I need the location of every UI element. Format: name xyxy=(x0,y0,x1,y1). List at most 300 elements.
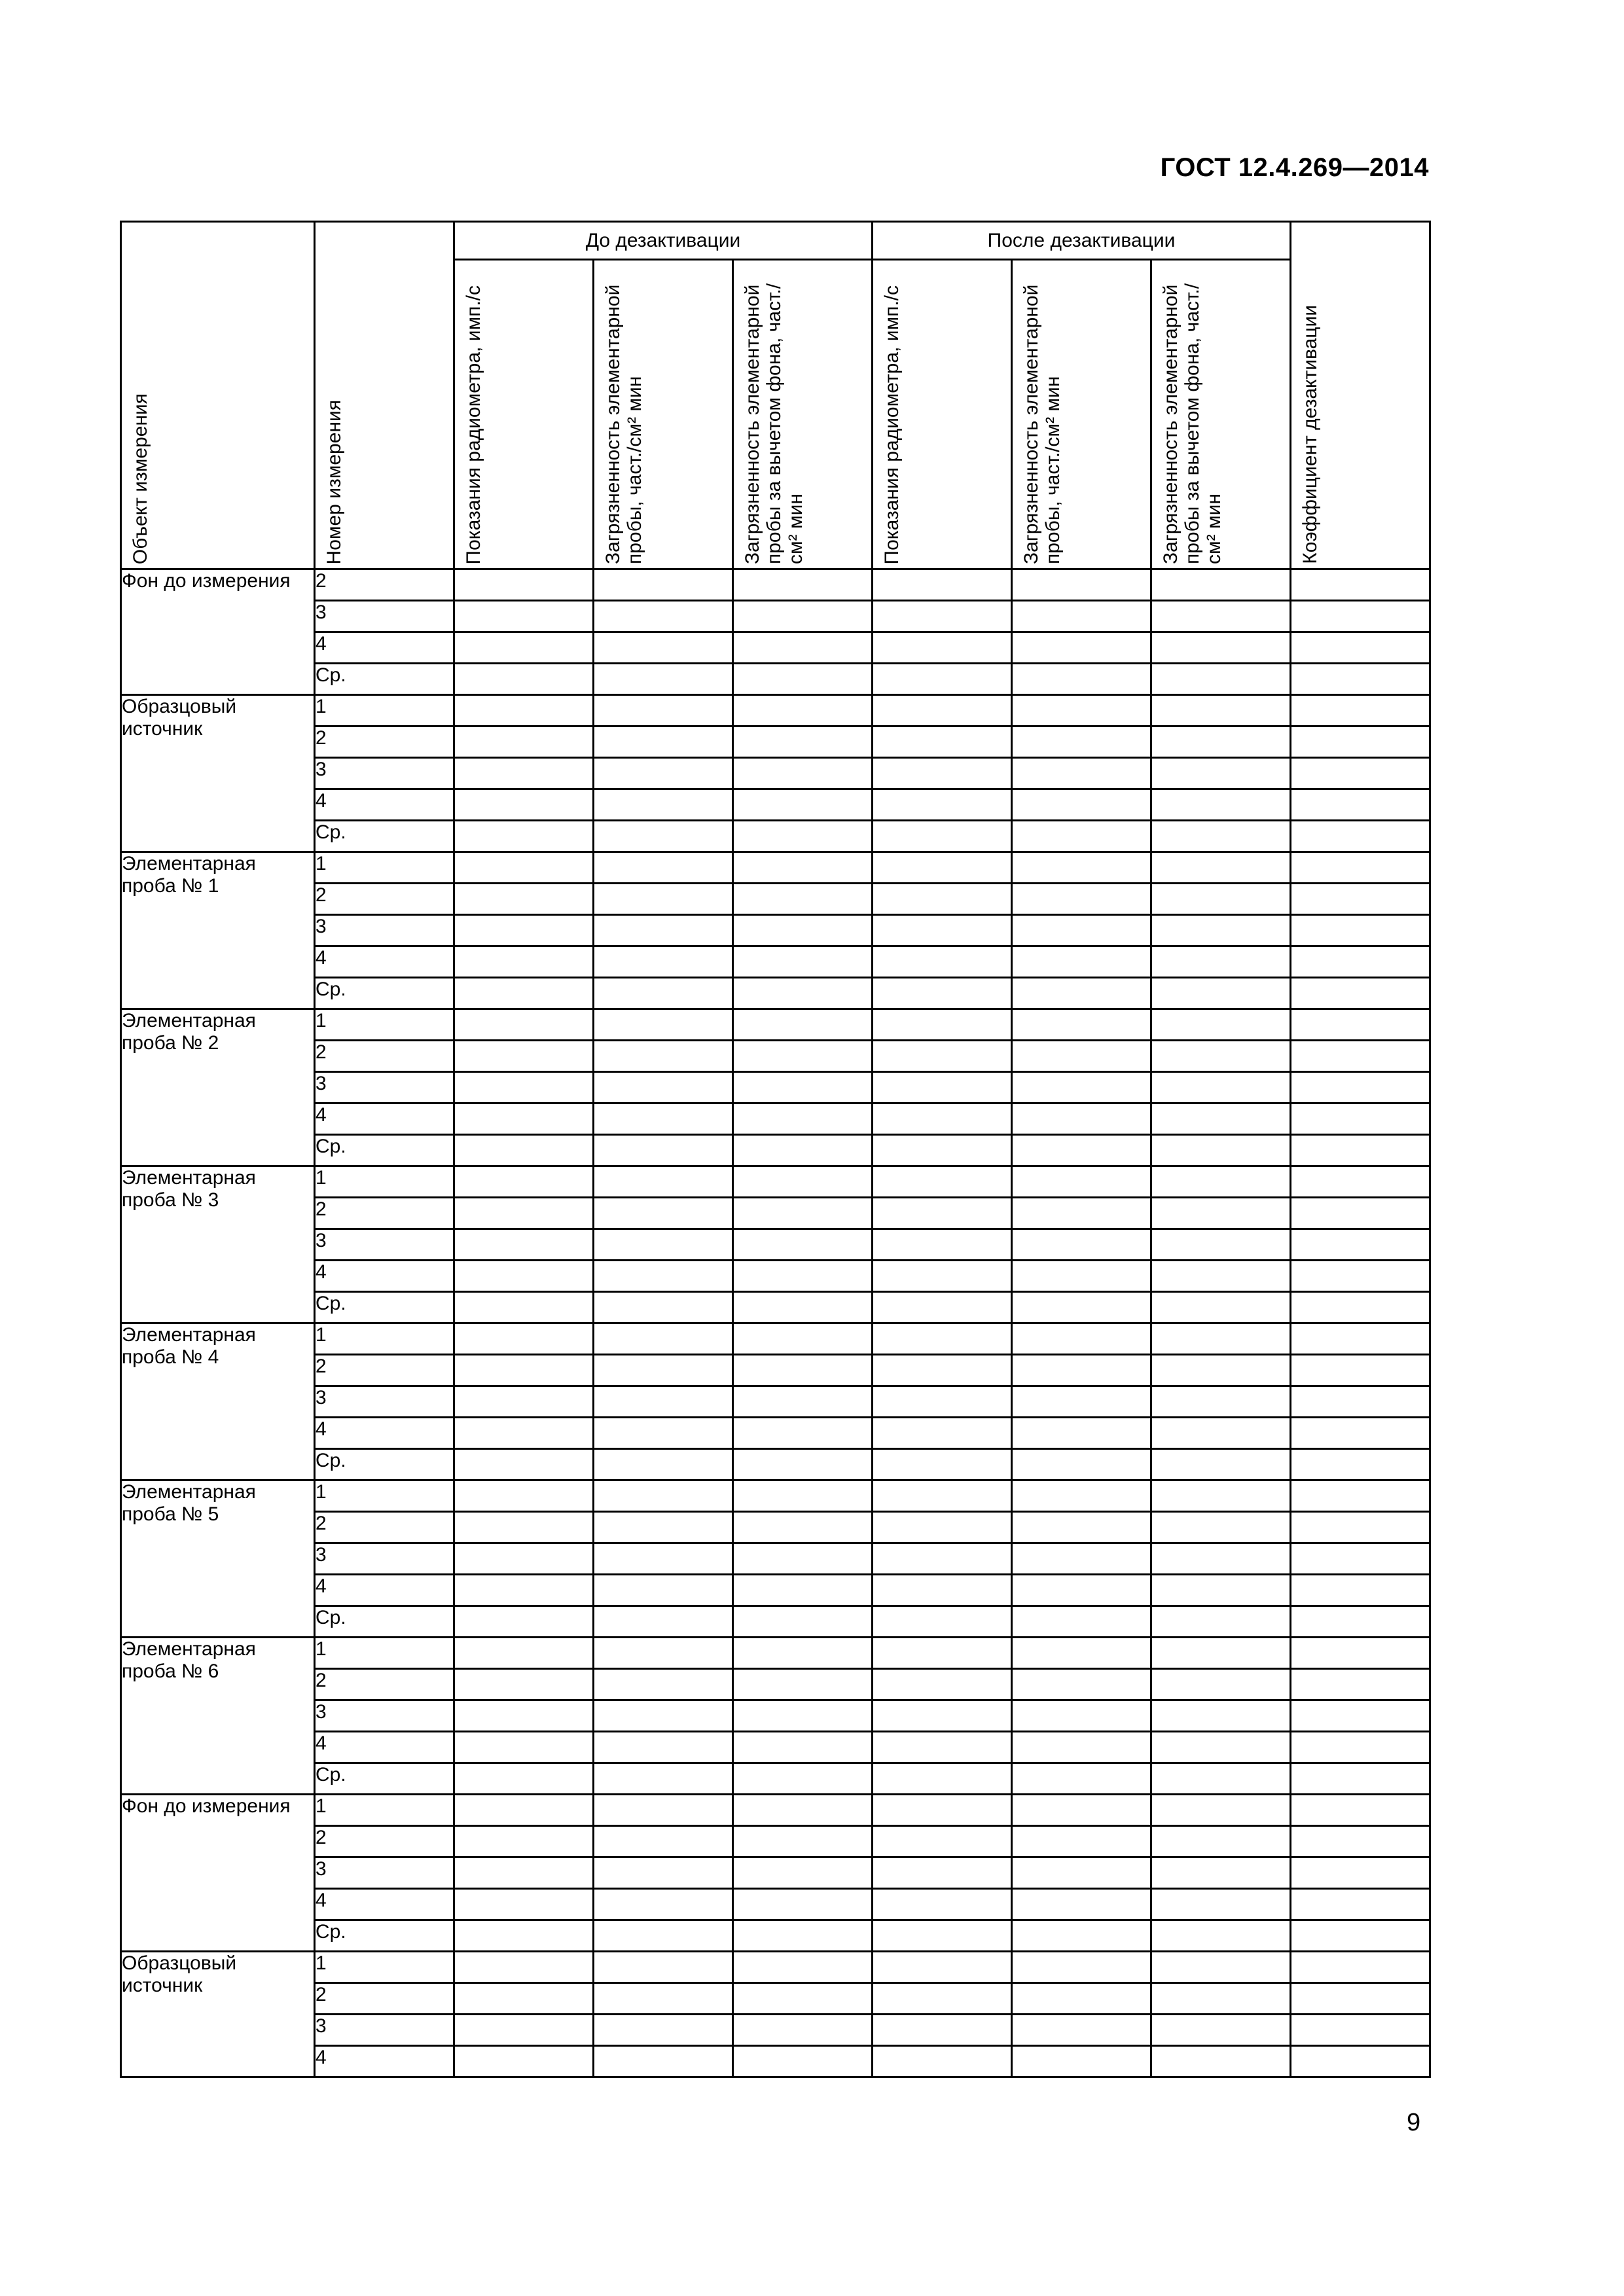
value-cell[interactable] xyxy=(1012,1543,1151,1575)
value-cell[interactable] xyxy=(733,1323,873,1355)
value-cell[interactable] xyxy=(1151,1386,1291,1418)
value-cell[interactable] xyxy=(454,726,594,758)
value-cell[interactable] xyxy=(733,1795,873,1826)
value-cell[interactable] xyxy=(454,1449,594,1480)
value-cell[interactable] xyxy=(454,1041,594,1072)
value-cell[interactable] xyxy=(1151,1198,1291,1229)
value-cell[interactable] xyxy=(1291,1323,1430,1355)
value-cell[interactable] xyxy=(733,1826,873,1857)
value-cell[interactable] xyxy=(733,1261,873,1292)
value-cell[interactable] xyxy=(733,1512,873,1543)
value-cell[interactable] xyxy=(1291,978,1430,1009)
value-cell[interactable] xyxy=(594,1983,733,2015)
value-cell[interactable] xyxy=(733,1292,873,1323)
value-cell[interactable] xyxy=(873,664,1012,695)
value-cell[interactable] xyxy=(873,1763,1012,1795)
value-cell[interactable] xyxy=(1012,695,1151,726)
value-cell[interactable] xyxy=(1012,978,1151,1009)
value-cell[interactable] xyxy=(1151,1480,1291,1512)
value-cell[interactable] xyxy=(1012,789,1151,821)
value-cell[interactable] xyxy=(733,978,873,1009)
value-cell[interactable] xyxy=(1012,1669,1151,1700)
value-cell[interactable] xyxy=(1151,2046,1291,2077)
value-cell[interactable] xyxy=(454,1575,594,1606)
value-cell[interactable] xyxy=(594,1229,733,1261)
value-cell[interactable] xyxy=(454,1009,594,1041)
value-cell[interactable] xyxy=(1291,852,1430,884)
value-cell[interactable] xyxy=(1151,1355,1291,1386)
value-cell[interactable] xyxy=(733,1763,873,1795)
value-cell[interactable] xyxy=(1291,1543,1430,1575)
value-cell[interactable] xyxy=(1151,1575,1291,1606)
value-cell[interactable] xyxy=(873,1323,1012,1355)
value-cell[interactable] xyxy=(1151,1103,1291,1135)
value-cell[interactable] xyxy=(1291,632,1430,664)
value-cell[interactable] xyxy=(454,569,594,601)
value-cell[interactable] xyxy=(1151,1763,1291,1795)
value-cell[interactable] xyxy=(733,601,873,632)
value-cell[interactable] xyxy=(454,1512,594,1543)
value-cell[interactable] xyxy=(1012,1889,1151,1920)
value-cell[interactable] xyxy=(873,1449,1012,1480)
value-cell[interactable] xyxy=(873,789,1012,821)
value-cell[interactable] xyxy=(1151,1889,1291,1920)
value-cell[interactable] xyxy=(594,664,733,695)
value-cell[interactable] xyxy=(594,1135,733,1166)
value-cell[interactable] xyxy=(1291,1261,1430,1292)
value-cell[interactable] xyxy=(1291,1198,1430,1229)
value-cell[interactable] xyxy=(733,1952,873,1983)
value-cell[interactable] xyxy=(873,1889,1012,1920)
value-cell[interactable] xyxy=(1012,1292,1151,1323)
value-cell[interactable] xyxy=(873,1166,1012,1198)
value-cell[interactable] xyxy=(733,1480,873,1512)
value-cell[interactable] xyxy=(1151,1418,1291,1449)
value-cell[interactable] xyxy=(1291,1638,1430,1669)
value-cell[interactable] xyxy=(454,1135,594,1166)
value-cell[interactable] xyxy=(1151,821,1291,852)
value-cell[interactable] xyxy=(1012,1606,1151,1638)
value-cell[interactable] xyxy=(733,789,873,821)
value-cell[interactable] xyxy=(733,758,873,789)
value-cell[interactable] xyxy=(873,1543,1012,1575)
value-cell[interactable] xyxy=(873,569,1012,601)
value-cell[interactable] xyxy=(1151,664,1291,695)
value-cell[interactable] xyxy=(1151,1983,1291,2015)
value-cell[interactable] xyxy=(1291,758,1430,789)
value-cell[interactable] xyxy=(594,1418,733,1449)
value-cell[interactable] xyxy=(873,726,1012,758)
value-cell[interactable] xyxy=(733,946,873,978)
value-cell[interactable] xyxy=(873,1575,1012,1606)
value-cell[interactable] xyxy=(1012,946,1151,978)
value-cell[interactable] xyxy=(1291,1952,1430,1983)
value-cell[interactable] xyxy=(1151,789,1291,821)
value-cell[interactable] xyxy=(1151,1229,1291,1261)
value-cell[interactable] xyxy=(1291,884,1430,915)
value-cell[interactable] xyxy=(1151,1072,1291,1103)
value-cell[interactable] xyxy=(1291,915,1430,946)
value-cell[interactable] xyxy=(873,1386,1012,1418)
value-cell[interactable] xyxy=(1291,1449,1430,1480)
value-cell[interactable] xyxy=(1291,789,1430,821)
value-cell[interactable] xyxy=(1291,1732,1430,1763)
value-cell[interactable] xyxy=(1151,1795,1291,1826)
value-cell[interactable] xyxy=(1291,1606,1430,1638)
value-cell[interactable] xyxy=(1012,1638,1151,1669)
value-cell[interactable] xyxy=(1291,1700,1430,1732)
value-cell[interactable] xyxy=(1291,946,1430,978)
value-cell[interactable] xyxy=(1151,758,1291,789)
value-cell[interactable] xyxy=(1291,1512,1430,1543)
value-cell[interactable] xyxy=(1012,758,1151,789)
value-cell[interactable] xyxy=(1012,1920,1151,1952)
value-cell[interactable] xyxy=(1012,1795,1151,1826)
value-cell[interactable] xyxy=(733,1103,873,1135)
value-cell[interactable] xyxy=(1151,1952,1291,1983)
value-cell[interactable] xyxy=(1012,1261,1151,1292)
value-cell[interactable] xyxy=(594,1606,733,1638)
value-cell[interactable] xyxy=(594,1952,733,1983)
value-cell[interactable] xyxy=(733,884,873,915)
value-cell[interactable] xyxy=(873,1512,1012,1543)
value-cell[interactable] xyxy=(454,978,594,1009)
value-cell[interactable] xyxy=(594,1575,733,1606)
value-cell[interactable] xyxy=(594,1763,733,1795)
value-cell[interactable] xyxy=(733,915,873,946)
value-cell[interactable] xyxy=(594,758,733,789)
value-cell[interactable] xyxy=(594,1292,733,1323)
value-cell[interactable] xyxy=(733,1638,873,1669)
value-cell[interactable] xyxy=(1291,1292,1430,1323)
value-cell[interactable] xyxy=(594,1889,733,1920)
value-cell[interactable] xyxy=(733,1606,873,1638)
value-cell[interactable] xyxy=(1291,1889,1430,1920)
value-cell[interactable] xyxy=(1151,601,1291,632)
value-cell[interactable] xyxy=(873,1857,1012,1889)
value-cell[interactable] xyxy=(873,1041,1012,1072)
value-cell[interactable] xyxy=(733,1732,873,1763)
value-cell[interactable] xyxy=(1012,1857,1151,1889)
value-cell[interactable] xyxy=(454,1103,594,1135)
value-cell[interactable] xyxy=(1012,1480,1151,1512)
value-cell[interactable] xyxy=(873,1009,1012,1041)
value-cell[interactable] xyxy=(1012,569,1151,601)
value-cell[interactable] xyxy=(454,2046,594,2077)
value-cell[interactable] xyxy=(873,915,1012,946)
value-cell[interactable] xyxy=(873,1606,1012,1638)
value-cell[interactable] xyxy=(733,1543,873,1575)
value-cell[interactable] xyxy=(1151,1543,1291,1575)
value-cell[interactable] xyxy=(1291,726,1430,758)
value-cell[interactable] xyxy=(873,1229,1012,1261)
value-cell[interactable] xyxy=(594,1795,733,1826)
value-cell[interactable] xyxy=(594,1826,733,1857)
value-cell[interactable] xyxy=(733,1449,873,1480)
value-cell[interactable] xyxy=(454,2015,594,2046)
value-cell[interactable] xyxy=(873,1135,1012,1166)
value-cell[interactable] xyxy=(873,1638,1012,1669)
value-cell[interactable] xyxy=(733,1041,873,1072)
value-cell[interactable] xyxy=(1291,1103,1430,1135)
value-cell[interactable] xyxy=(1012,1763,1151,1795)
value-cell[interactable] xyxy=(1291,664,1430,695)
value-cell[interactable] xyxy=(1012,1826,1151,1857)
value-cell[interactable] xyxy=(733,1983,873,2015)
value-cell[interactable] xyxy=(594,695,733,726)
value-cell[interactable] xyxy=(733,1700,873,1732)
value-cell[interactable] xyxy=(1012,632,1151,664)
value-cell[interactable] xyxy=(733,1072,873,1103)
value-cell[interactable] xyxy=(454,1952,594,1983)
value-cell[interactable] xyxy=(1151,1323,1291,1355)
value-cell[interactable] xyxy=(1151,1669,1291,1700)
value-cell[interactable] xyxy=(454,1795,594,1826)
value-cell[interactable] xyxy=(1012,2015,1151,2046)
value-cell[interactable] xyxy=(454,664,594,695)
value-cell[interactable] xyxy=(594,1009,733,1041)
value-cell[interactable] xyxy=(454,1732,594,1763)
value-cell[interactable] xyxy=(1012,852,1151,884)
value-cell[interactable] xyxy=(1291,1480,1430,1512)
value-cell[interactable] xyxy=(594,1072,733,1103)
value-cell[interactable] xyxy=(733,821,873,852)
value-cell[interactable] xyxy=(1151,1826,1291,1857)
value-cell[interactable] xyxy=(594,2015,733,2046)
value-cell[interactable] xyxy=(454,1543,594,1575)
value-cell[interactable] xyxy=(1291,821,1430,852)
value-cell[interactable] xyxy=(454,1072,594,1103)
value-cell[interactable] xyxy=(454,1292,594,1323)
value-cell[interactable] xyxy=(1291,569,1430,601)
value-cell[interactable] xyxy=(1012,1952,1151,1983)
value-cell[interactable] xyxy=(1012,1135,1151,1166)
value-cell[interactable] xyxy=(1151,695,1291,726)
value-cell[interactable] xyxy=(1291,1135,1430,1166)
value-cell[interactable] xyxy=(1012,2046,1151,2077)
value-cell[interactable] xyxy=(733,726,873,758)
value-cell[interactable] xyxy=(1151,1135,1291,1166)
value-cell[interactable] xyxy=(1151,1732,1291,1763)
value-cell[interactable] xyxy=(873,1355,1012,1386)
value-cell[interactable] xyxy=(1291,1386,1430,1418)
value-cell[interactable] xyxy=(1151,1041,1291,1072)
value-cell[interactable] xyxy=(594,1041,733,1072)
value-cell[interactable] xyxy=(594,1386,733,1418)
value-cell[interactable] xyxy=(1151,1009,1291,1041)
value-cell[interactable] xyxy=(1151,1638,1291,1669)
value-cell[interactable] xyxy=(1012,1323,1151,1355)
value-cell[interactable] xyxy=(1151,632,1291,664)
value-cell[interactable] xyxy=(1012,1166,1151,1198)
value-cell[interactable] xyxy=(733,2046,873,2077)
value-cell[interactable] xyxy=(733,1889,873,1920)
value-cell[interactable] xyxy=(1012,1418,1151,1449)
value-cell[interactable] xyxy=(1012,1041,1151,1072)
value-cell[interactable] xyxy=(1151,1449,1291,1480)
value-cell[interactable] xyxy=(1291,1920,1430,1952)
value-cell[interactable] xyxy=(1151,2015,1291,2046)
value-cell[interactable] xyxy=(594,1669,733,1700)
value-cell[interactable] xyxy=(1291,1826,1430,1857)
value-cell[interactable] xyxy=(873,852,1012,884)
value-cell[interactable] xyxy=(594,1512,733,1543)
value-cell[interactable] xyxy=(594,915,733,946)
value-cell[interactable] xyxy=(454,1763,594,1795)
value-cell[interactable] xyxy=(733,1229,873,1261)
value-cell[interactable] xyxy=(1012,1103,1151,1135)
value-cell[interactable] xyxy=(873,2015,1012,2046)
value-cell[interactable] xyxy=(1291,1418,1430,1449)
value-cell[interactable] xyxy=(873,1700,1012,1732)
value-cell[interactable] xyxy=(873,695,1012,726)
value-cell[interactable] xyxy=(733,1575,873,1606)
value-cell[interactable] xyxy=(733,1355,873,1386)
value-cell[interactable] xyxy=(594,789,733,821)
value-cell[interactable] xyxy=(733,1418,873,1449)
value-cell[interactable] xyxy=(733,1386,873,1418)
value-cell[interactable] xyxy=(1151,1606,1291,1638)
value-cell[interactable] xyxy=(733,569,873,601)
value-cell[interactable] xyxy=(873,946,1012,978)
value-cell[interactable] xyxy=(454,1920,594,1952)
value-cell[interactable] xyxy=(733,1009,873,1041)
value-cell[interactable] xyxy=(1151,1857,1291,1889)
value-cell[interactable] xyxy=(1151,978,1291,1009)
value-cell[interactable] xyxy=(1012,1355,1151,1386)
value-cell[interactable] xyxy=(1291,1355,1430,1386)
value-cell[interactable] xyxy=(873,1261,1012,1292)
value-cell[interactable] xyxy=(594,726,733,758)
value-cell[interactable] xyxy=(873,821,1012,852)
value-cell[interactable] xyxy=(873,2046,1012,2077)
value-cell[interactable] xyxy=(1291,1575,1430,1606)
value-cell[interactable] xyxy=(1012,1575,1151,1606)
value-cell[interactable] xyxy=(594,601,733,632)
value-cell[interactable] xyxy=(594,1103,733,1135)
value-cell[interactable] xyxy=(1012,915,1151,946)
value-cell[interactable] xyxy=(733,1669,873,1700)
value-cell[interactable] xyxy=(733,1135,873,1166)
value-cell[interactable] xyxy=(454,1261,594,1292)
value-cell[interactable] xyxy=(594,1166,733,1198)
value-cell[interactable] xyxy=(594,978,733,1009)
value-cell[interactable] xyxy=(594,946,733,978)
value-cell[interactable] xyxy=(1151,569,1291,601)
value-cell[interactable] xyxy=(454,1638,594,1669)
value-cell[interactable] xyxy=(1151,1920,1291,1952)
value-cell[interactable] xyxy=(454,1480,594,1512)
value-cell[interactable] xyxy=(454,789,594,821)
value-cell[interactable] xyxy=(1012,1198,1151,1229)
value-cell[interactable] xyxy=(1291,1166,1430,1198)
value-cell[interactable] xyxy=(454,758,594,789)
value-cell[interactable] xyxy=(454,695,594,726)
value-cell[interactable] xyxy=(873,978,1012,1009)
value-cell[interactable] xyxy=(454,1606,594,1638)
value-cell[interactable] xyxy=(873,1669,1012,1700)
value-cell[interactable] xyxy=(594,1480,733,1512)
value-cell[interactable] xyxy=(454,1889,594,1920)
value-cell[interactable] xyxy=(1291,1857,1430,1889)
value-cell[interactable] xyxy=(873,632,1012,664)
value-cell[interactable] xyxy=(454,1983,594,2015)
value-cell[interactable] xyxy=(454,946,594,978)
value-cell[interactable] xyxy=(1291,1041,1430,1072)
value-cell[interactable] xyxy=(1291,1669,1430,1700)
value-cell[interactable] xyxy=(594,821,733,852)
value-cell[interactable] xyxy=(1151,1166,1291,1198)
value-cell[interactable] xyxy=(873,1732,1012,1763)
value-cell[interactable] xyxy=(594,1700,733,1732)
value-cell[interactable] xyxy=(873,1418,1012,1449)
value-cell[interactable] xyxy=(594,1543,733,1575)
value-cell[interactable] xyxy=(1291,1009,1430,1041)
value-cell[interactable] xyxy=(454,821,594,852)
value-cell[interactable] xyxy=(454,1857,594,1889)
value-cell[interactable] xyxy=(594,1920,733,1952)
value-cell[interactable] xyxy=(454,1198,594,1229)
value-cell[interactable] xyxy=(1291,2046,1430,2077)
value-cell[interactable] xyxy=(454,1826,594,1857)
value-cell[interactable] xyxy=(873,1920,1012,1952)
value-cell[interactable] xyxy=(1012,884,1151,915)
value-cell[interactable] xyxy=(594,569,733,601)
value-cell[interactable] xyxy=(594,884,733,915)
value-cell[interactable] xyxy=(594,1355,733,1386)
value-cell[interactable] xyxy=(1291,1229,1430,1261)
value-cell[interactable] xyxy=(454,632,594,664)
value-cell[interactable] xyxy=(594,852,733,884)
value-cell[interactable] xyxy=(594,1857,733,1889)
value-cell[interactable] xyxy=(873,1826,1012,1857)
value-cell[interactable] xyxy=(733,1857,873,1889)
value-cell[interactable] xyxy=(1291,1795,1430,1826)
value-cell[interactable] xyxy=(1151,915,1291,946)
value-cell[interactable] xyxy=(1151,1261,1291,1292)
value-cell[interactable] xyxy=(1012,1449,1151,1480)
value-cell[interactable] xyxy=(1151,946,1291,978)
value-cell[interactable] xyxy=(733,664,873,695)
value-cell[interactable] xyxy=(873,1103,1012,1135)
value-cell[interactable] xyxy=(1151,1292,1291,1323)
value-cell[interactable] xyxy=(1151,884,1291,915)
value-cell[interactable] xyxy=(454,1229,594,1261)
value-cell[interactable] xyxy=(733,1166,873,1198)
value-cell[interactable] xyxy=(1012,1386,1151,1418)
value-cell[interactable] xyxy=(594,1638,733,1669)
value-cell[interactable] xyxy=(873,1983,1012,2015)
value-cell[interactable] xyxy=(454,852,594,884)
value-cell[interactable] xyxy=(594,1323,733,1355)
value-cell[interactable] xyxy=(594,1198,733,1229)
value-cell[interactable] xyxy=(1012,726,1151,758)
value-cell[interactable] xyxy=(733,1920,873,1952)
value-cell[interactable] xyxy=(1012,1072,1151,1103)
value-cell[interactable] xyxy=(1012,1700,1151,1732)
value-cell[interactable] xyxy=(1291,695,1430,726)
value-cell[interactable] xyxy=(1291,1763,1430,1795)
value-cell[interactable] xyxy=(1151,1512,1291,1543)
value-cell[interactable] xyxy=(733,632,873,664)
value-cell[interactable] xyxy=(1012,821,1151,852)
value-cell[interactable] xyxy=(873,601,1012,632)
value-cell[interactable] xyxy=(1151,726,1291,758)
value-cell[interactable] xyxy=(454,1700,594,1732)
value-cell[interactable] xyxy=(1151,1700,1291,1732)
value-cell[interactable] xyxy=(594,632,733,664)
value-cell[interactable] xyxy=(594,1261,733,1292)
